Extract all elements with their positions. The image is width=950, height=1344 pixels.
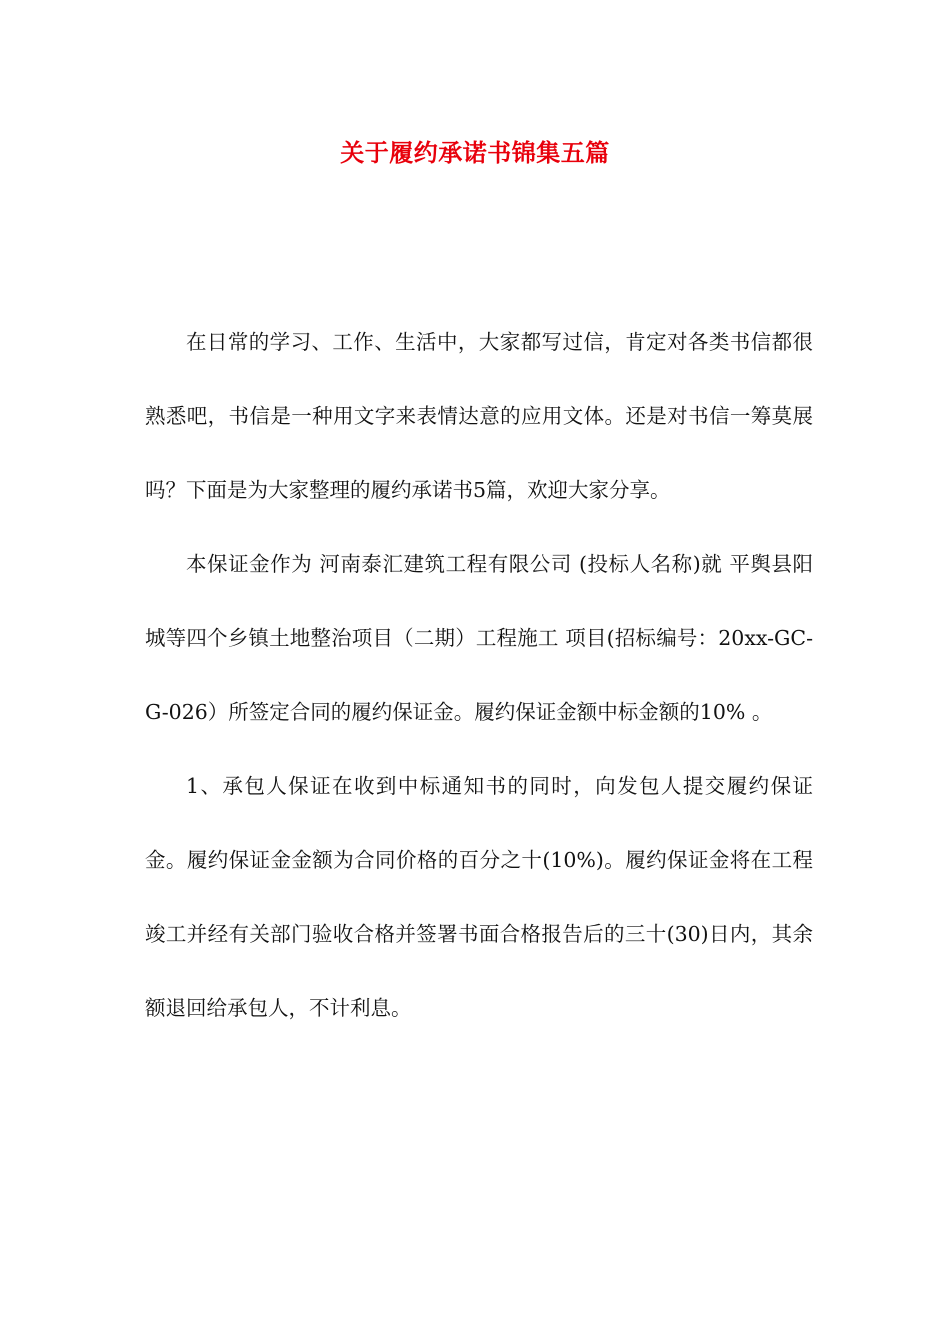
document-title: 关于履约承诺书锦集五篇 <box>340 138 610 167</box>
document-body <box>145 305 813 1045</box>
paragraph-intro: 在日常的学习、工作、生活中，大家都写过信，肯定对各类书信都很熟悉吧，书信是一种用文字来表情达意的应用文体。还是对书信一筹莫展吗？下面是为大家整理的履约承诺书5篇，欢迎大家分享。 <box>145 330 813 502</box>
paragraph-guarantee: 本保证金作为 河南泰汇建筑工程有限公司 (投标人名称)就 平舆县阳城等四个乡镇土地整治项目（二期）工程施工 项目(招标编号：20xx-GC-G-026）所签定合同的履约保证金。履约保证金额中标金额的10% 。 <box>145 552 813 724</box>
paragraph-clause-1: 1、承包人保证在收到中标通知书的同时，向发包人提交履约保证金。履约保证金金额为合同价格的百分之十(10%)。履约保证金将在工程竣工并经有关部门验收合格并签署书面合格报告后的三十(30)日内，其余额退回给承包人，不计利息。 <box>145 774 813 1020</box>
